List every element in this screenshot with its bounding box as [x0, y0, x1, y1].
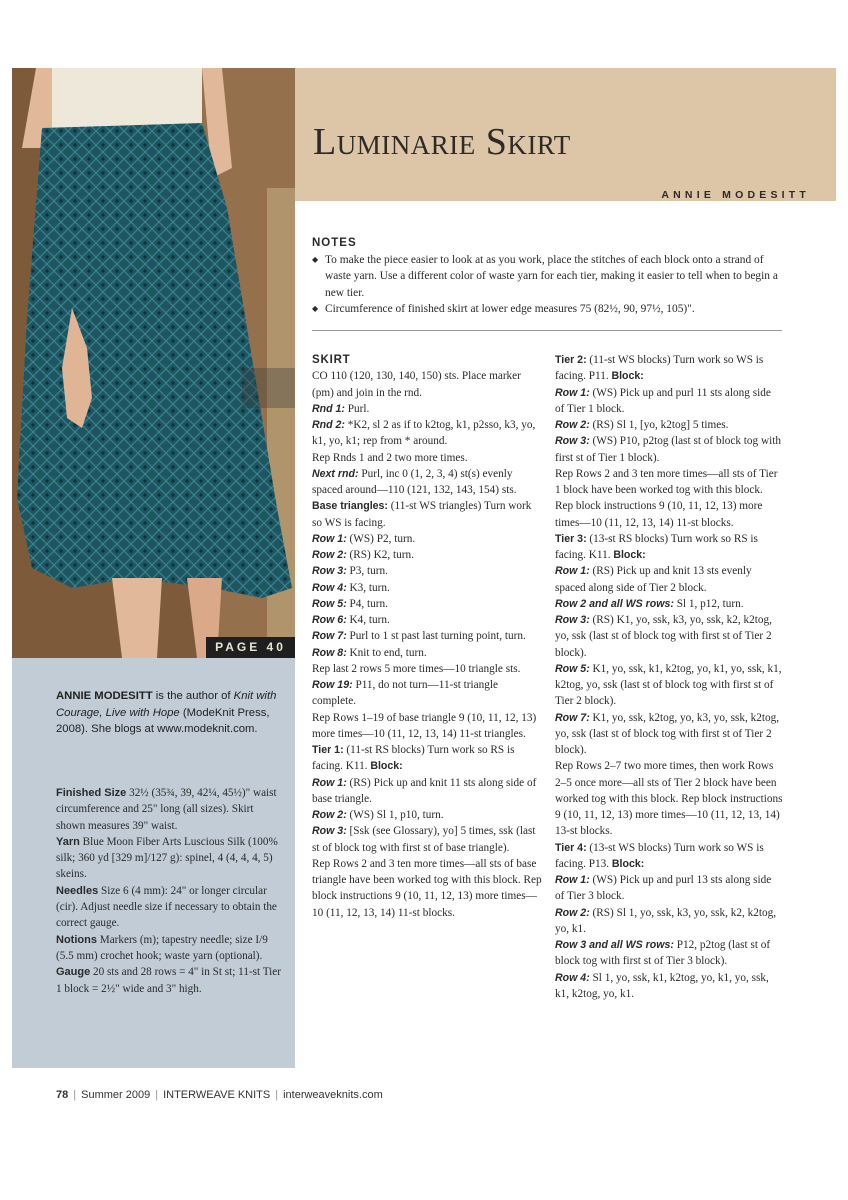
- instruction-text: (WS) Pick up and purl 13 sts along side of Tier 3 block.: [555, 874, 772, 903]
- instruction-line: [555, 563, 783, 596]
- instruction-text: (11-st WS blocks) Turn work so WS is facing. P11.: [555, 354, 764, 383]
- footer-separator: |: [73, 1089, 77, 1101]
- section-divider: [312, 330, 782, 331]
- diamond-bullet-icon: ◆: [312, 255, 319, 265]
- instruction-text: Rep Rnds 1 and 2 two more times.: [312, 451, 468, 464]
- instruction-text: P11, do not turn—11-st triangle complete.: [312, 679, 499, 708]
- spec-label: Gauge: [56, 966, 91, 979]
- instruction-text: P12, p2tog (last st of block tog with first st of Tier 3 block).: [555, 939, 771, 968]
- notes-list: [312, 252, 782, 317]
- instruction-line: [312, 856, 544, 921]
- instruction-text: (11-st RS blocks) Turn work so RS is facing. K11.: [312, 744, 515, 773]
- instruction-line: [312, 368, 544, 401]
- instruction-line: [312, 823, 544, 856]
- note-text: To make the piece easier to look at as you work, place the stitches of each block onto a strand of waste yarn. Use a different color of waste yarn for each tier, making it easier to tell when to begin a new tier.: [325, 254, 778, 299]
- spec-text: 20 sts and 28 rows = 4" in St st; 11-st Tier 1 block = 2½" wide and 3" high.: [56, 966, 281, 995]
- instruction-line: [312, 547, 544, 563]
- instruction-text: *K2, sl 2 as if to k2tog, k1, p2sso, k3, yo, k1, yo, k1; rep from * around.: [312, 419, 536, 448]
- instruction-line: [555, 872, 783, 905]
- spec-label: Yarn: [56, 835, 80, 848]
- instruction-line: [555, 612, 783, 661]
- instruction-line: [555, 531, 783, 564]
- col2-body: [555, 352, 783, 1002]
- footer-issue: Summer 2009: [81, 1089, 151, 1101]
- instruction-label: Row 3:: [312, 825, 347, 838]
- instruction-text: Sl 1, yo, ssk, k1, k2tog, yo, k1, yo, ssk, k1, k2tog, yo, k1.: [555, 971, 769, 1000]
- note-item: [312, 301, 782, 317]
- instruction-text: (WS) Pick up and purl 11 sts along side of Tier 1 block.: [555, 386, 771, 415]
- instruction-label: Row 7:: [555, 711, 590, 724]
- instruction-line: [312, 612, 544, 628]
- instruction-text: (WS) P10, p2tog (last st of block tog with first st of Tier 1 block).: [555, 435, 781, 464]
- notes-section: [312, 235, 782, 317]
- instruction-label: Row 1:: [555, 386, 590, 399]
- skirt-photo: [12, 68, 295, 658]
- instruction-text: Purl, inc 0 (1, 2, 3, 4) st(s) evenly spaced around—110 (121, 132, 143, 154) sts.: [312, 467, 517, 496]
- instruction-label: Row 5:: [555, 662, 590, 675]
- note-item: [312, 252, 782, 301]
- instruction-line: [312, 807, 544, 823]
- instruction-line: [555, 970, 783, 1003]
- instruction-label: Row 3 and all WS rows:: [555, 939, 674, 951]
- bio-text-1: is the author of: [152, 690, 234, 702]
- spec-finished-size: [56, 785, 282, 834]
- bio-name: ANNIE MODESITT: [56, 690, 153, 702]
- instruction-text: (RS) Pick up and knit 11 sts along side of base triangle.: [312, 776, 537, 805]
- instruction-text: Rep Rows 2 and 3 ten more times—all sts of Tier 1 block have been worked tog with this block. Rep block instructions 9 (10, 11, 12, 13) more times—10 (11, 12, 13, 14) 11-st blocks.: [555, 467, 778, 529]
- spec-yarn: [56, 834, 282, 883]
- bio-text-2: (ModeKnit Press, 2008). She blogs at www.modeknit.com.: [56, 706, 270, 735]
- instruction-line: [312, 645, 544, 661]
- instruction-label: Rnd 2:: [312, 419, 345, 431]
- instruction-text: Rep last 2 rows 5 more times—10 triangle sts.: [312, 662, 521, 675]
- instruction-line: [555, 661, 783, 710]
- spec-text: Markers (m); tapestry needle; size I/9 (5.5 mm) crochet hook; waste yarn (optional).: [56, 933, 268, 962]
- spec-text: Blue Moon Fiber Arts Luscious Silk (100% silk; 360 yd [329 m]/127 g): spinel, 4 (4, 4, 4, 5) skeins.: [56, 835, 278, 881]
- pattern-title: Luminarie Skirt: [313, 121, 571, 163]
- instruction-text: Rep Rows 2 and 3 ten more times—all sts of base triangle have been worked tog with this block. Rep block instructions 9 (10, 11, 12, 13) more times—10 (11, 12, 13, 14) 11-st blocks.: [312, 857, 542, 919]
- instructions-column-1: [312, 352, 544, 921]
- instruction-label: Next rnd:: [312, 467, 359, 480]
- instruction-label: Row 4:: [312, 581, 347, 594]
- instruction-line: [312, 596, 544, 612]
- title-banner: [295, 68, 836, 201]
- instruction-label: Row 1:: [312, 532, 347, 545]
- footer-url: interweaveknits.com: [283, 1089, 383, 1101]
- page-footer: [56, 1089, 383, 1101]
- skirt-illustration: [12, 68, 295, 658]
- instruction-line: [312, 710, 544, 743]
- instruction-label: Row 2:: [555, 419, 590, 431]
- instruction-text: (RS) Sl 1, [yo, k2tog] 5 times.: [589, 419, 729, 431]
- specs-list: [56, 785, 282, 997]
- instruction-label: Row 6:: [312, 614, 347, 626]
- footer-separator: |: [275, 1089, 279, 1101]
- page-reference: PAGE 40: [206, 637, 295, 658]
- skirt-heading: SKIRT: [312, 354, 351, 366]
- instruction-text: Purl.: [344, 402, 370, 415]
- instruction-text: Rep Rows 1–19 of base triangle 9 (10, 11, 12, 13) more times—10 (11, 12, 13, 14) 11-st triangles.: [312, 711, 537, 740]
- instruction-text: (WS) P2, turn.: [346, 532, 416, 545]
- instruction-line: [312, 742, 544, 775]
- instruction-line: [312, 580, 544, 596]
- instruction-line: [555, 417, 783, 433]
- author-byline: ANNIE MODESITT: [661, 189, 810, 201]
- instruction-label: Tier 4:: [555, 841, 587, 854]
- instruction-label: Base triangles:: [312, 500, 388, 513]
- diamond-bullet-icon: ◆: [312, 303, 319, 313]
- instruction-line: [555, 433, 783, 466]
- notes-heading: NOTES: [312, 237, 357, 249]
- instruction-label: Row 5:: [312, 597, 347, 610]
- instruction-text: (WS) Sl 1, p10, turn.: [346, 809, 444, 821]
- instruction-text: (13-st WS blocks) Turn work so WS is facing. P13.: [555, 841, 764, 870]
- instruction-text: K4, turn.: [346, 614, 390, 626]
- instruction-text: (RS) Pick up and knit 13 sts evenly spaced along side of Tier 2 block.: [555, 565, 752, 594]
- instruction-line: [555, 758, 783, 839]
- instruction-block-label: Block:: [370, 760, 403, 773]
- instruction-label: Row 7:: [312, 630, 347, 643]
- instruction-line: [312, 401, 544, 417]
- instruction-line: [312, 628, 544, 644]
- instruction-label: Rnd 1:: [312, 402, 345, 415]
- author-bio: [56, 688, 278, 738]
- instruction-label: Row 2 and all WS rows:: [555, 597, 674, 610]
- instruction-line: [555, 905, 783, 938]
- instruction-text: (11-st WS triangles) Turn work so WS is facing.: [312, 500, 532, 529]
- instruction-text: Purl to 1 st past last turning point, turn.: [346, 630, 526, 643]
- instructions-column-2: [555, 352, 783, 1002]
- instruction-text: (RS) Sl 1, yo, ssk, k3, yo, ssk, k2, k2tog, yo, k1.: [555, 906, 777, 935]
- instruction-label: Row 3:: [555, 435, 590, 448]
- instruction-text: (RS) K2, turn.: [346, 549, 414, 561]
- bio-book-title: Knit with Courage, Live with Hope: [56, 690, 277, 719]
- instruction-line: [312, 498, 544, 531]
- instruction-line: [555, 466, 783, 531]
- spec-notions: [56, 932, 282, 965]
- instruction-text: Rep Rows 2–7 two more times, then work Rows 2–5 once more—all sts of Tier 2 block have been worked tog with this block. Rep block instructions 9 (10, 11, 12, 13) more times—10 (11, 12, 13, 14) 13-st blocks.: [555, 760, 783, 838]
- instruction-label: Row 2:: [312, 809, 347, 821]
- instruction-line: [555, 710, 783, 759]
- instruction-line: [555, 352, 783, 385]
- instruction-text: P3, turn.: [346, 565, 388, 578]
- footer-separator: |: [155, 1089, 159, 1101]
- instruction-text: K3, turn.: [346, 581, 390, 594]
- instruction-block-label: Block:: [613, 549, 646, 561]
- spec-label: Finished Size: [56, 787, 127, 799]
- instruction-line: [312, 661, 544, 677]
- instruction-text: P4, turn.: [346, 597, 388, 610]
- instruction-line: [555, 840, 783, 873]
- page-number: 78: [56, 1089, 69, 1101]
- instruction-label: Row 4:: [555, 971, 590, 984]
- col1-body: [312, 368, 544, 921]
- instruction-line: [555, 385, 783, 418]
- instruction-text: CO 110 (120, 130, 140, 150) sts. Place marker (pm) and join in the rnd.: [312, 370, 521, 399]
- instruction-text: K1, yo, ssk, k1, k2tog, yo, k1, yo, ssk, k1, k2tog, yo, ssk (last st of block tog with first st of Tier 2 block).: [555, 662, 782, 708]
- instruction-line: [555, 937, 783, 970]
- instruction-block-label: Block:: [611, 857, 645, 870]
- instruction-label: Row 2:: [312, 549, 347, 561]
- instruction-label: Row 1:: [555, 874, 590, 886]
- instruction-text: Sl 1, p12, turn.: [673, 597, 744, 610]
- spec-gauge: [56, 964, 282, 997]
- instruction-text: Knit to end, turn.: [346, 646, 427, 659]
- instruction-line: [555, 596, 783, 612]
- instruction-line: [312, 450, 544, 466]
- instruction-label: Row 1:: [312, 776, 347, 789]
- instruction-text: (RS) K1, yo, ssk, k3, yo, ssk, k2, k2tog, yo, ssk (last st of block tog with first st of Tier 2 block).: [555, 614, 772, 659]
- instruction-line: [312, 466, 544, 499]
- instruction-label: Row 3:: [555, 614, 590, 626]
- spec-text: 32½ (35¾, 39, 42¼, 45½)" waist circumference and 25" long (all sizes). Skirt shown measures 39" waist.: [56, 787, 277, 832]
- instruction-text: K1, yo, ssk, k2tog, yo, k3, yo, ssk, k2tog, yo, ssk (last st of block tog with first st of Tier 2 block).: [555, 711, 780, 756]
- instruction-line: [312, 417, 544, 450]
- spec-label: Notions: [56, 933, 97, 946]
- instruction-line: [312, 531, 544, 547]
- instruction-line: [312, 563, 544, 579]
- instruction-block-label: Block:: [611, 370, 644, 383]
- footer-magazine: INTERWEAVE KNITS: [163, 1089, 271, 1101]
- instruction-line: [312, 775, 544, 808]
- instruction-label: Row 2:: [555, 906, 590, 919]
- instruction-label: Tier 2:: [555, 354, 587, 366]
- instruction-label: Row 1:: [555, 565, 590, 578]
- spec-label: Needles: [56, 884, 99, 897]
- note-text: Circumference of finished skirt at lower edge measures 75 (82½, 90, 97½, 105)".: [325, 302, 695, 315]
- instruction-label: Tier 3:: [555, 532, 587, 545]
- instruction-label: Row 3:: [312, 565, 347, 578]
- spec-needles: [56, 883, 282, 932]
- instruction-text: (13-st RS blocks) Turn work so RS is facing. K11.: [555, 532, 758, 561]
- instruction-label: Tier 1:: [312, 744, 344, 756]
- instruction-label: Row 19:: [312, 679, 353, 691]
- instruction-label: Row 8:: [312, 646, 347, 659]
- spec-text: Size 6 (4 mm): 24" or longer circular (cir). Adjust needle size if necessary to obtain the correct gauge.: [56, 884, 277, 930]
- instruction-text: [Ssk (see Glossary), yo] 5 times, ssk (last st of block tog with first st of base triangle).: [312, 825, 536, 854]
- instruction-line: [312, 677, 544, 710]
